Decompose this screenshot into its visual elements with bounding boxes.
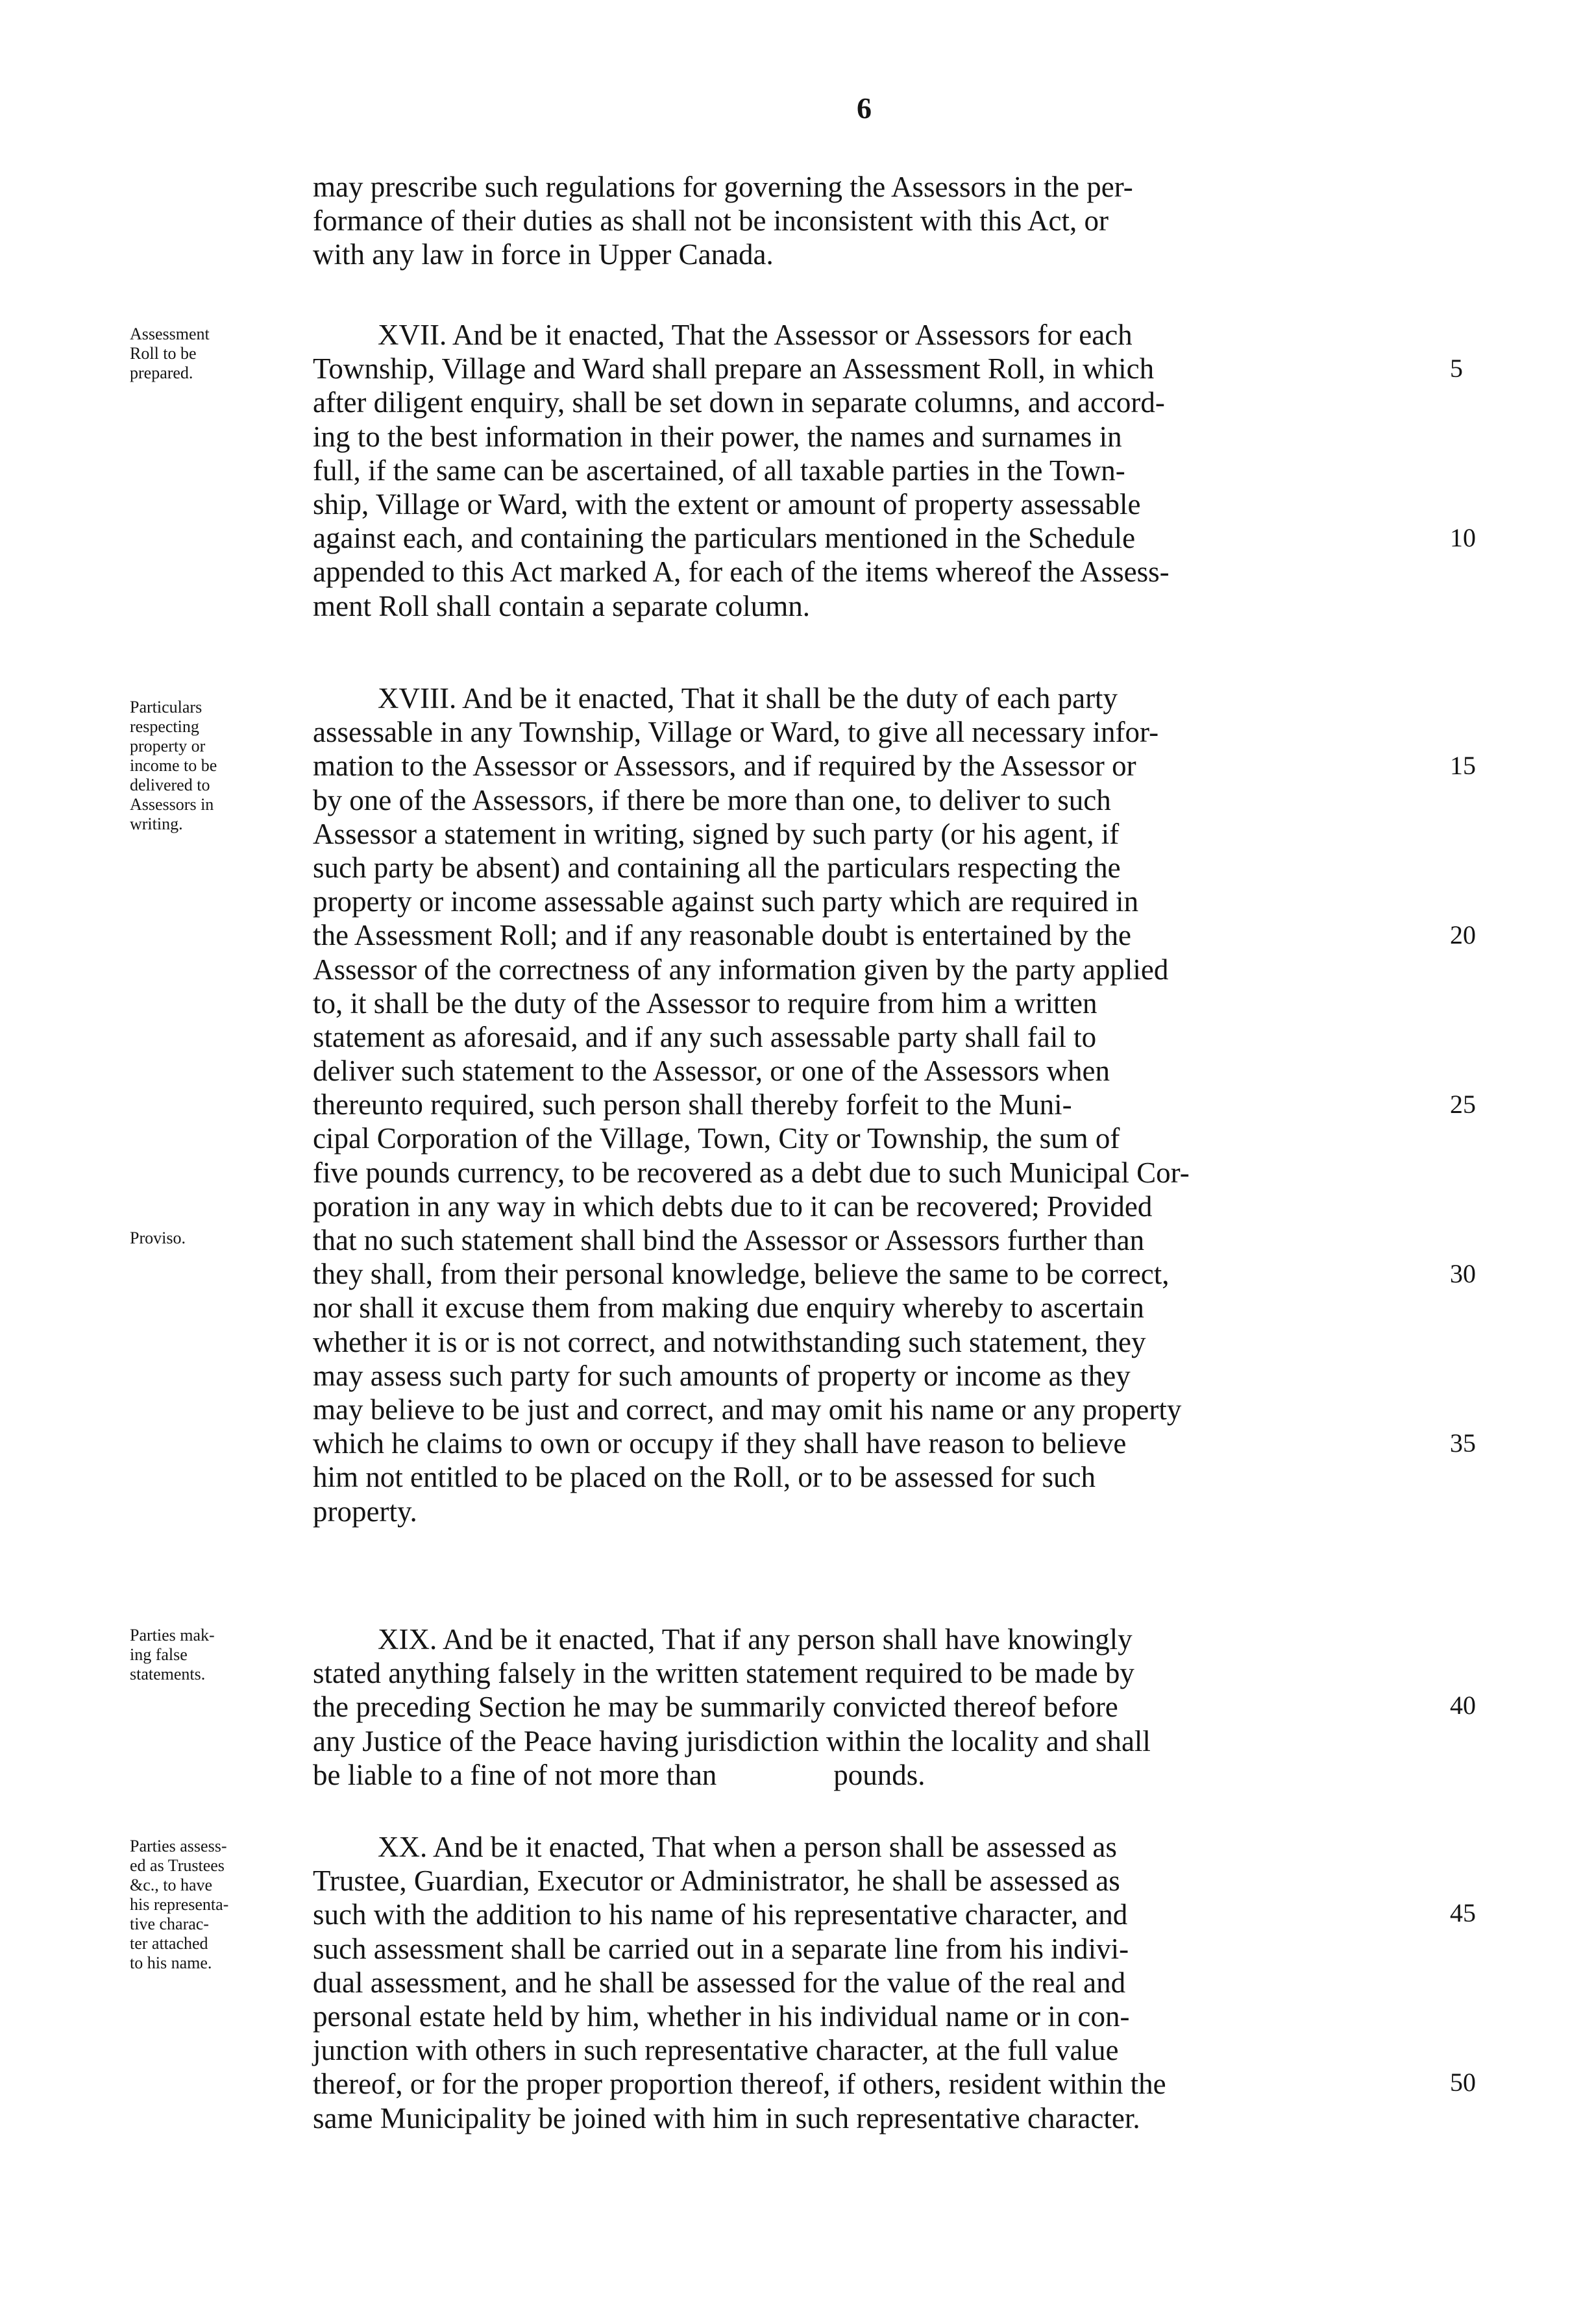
sidenote-assessment-roll: Assessment Roll to be prepared. — [130, 324, 210, 382]
text-line: property or income assessable against such party which are required in — [313, 885, 1139, 918]
text-line: against each, and containing the particulars mentioned in the Schedule — [313, 522, 1136, 555]
sidenote-trustees: Parties assess- ed as Trustees &c., to have his representa- tive charac- ter attached to his name. — [130, 1837, 229, 1972]
line-number: 15 — [1450, 751, 1476, 780]
line-number: 5 — [1450, 354, 1463, 383]
text-line: property. — [313, 1495, 417, 1528]
text-line: which he claims to own or occupy if they shall have reason to believe — [313, 1427, 1127, 1460]
text-line: with any law in force in Upper Canada. — [313, 238, 774, 271]
line-number: 10 — [1450, 523, 1476, 552]
fine-text-start: be liable to a fine of not more than — [313, 1758, 717, 1791]
text-line: may prescribe such regulations for governing the Assessors in the per- — [313, 171, 1133, 203]
text-line: statement as aforesaid, and if any such assessable party shall fail to — [313, 1020, 1097, 1053]
line-number: 50 — [1450, 2068, 1476, 2097]
text-line: formance of their duties as shall not be inconsistent with this Act, or — [313, 204, 1109, 238]
text-line: whether it is or is not correct, and notwithstanding such statement, they — [313, 1325, 1146, 1358]
text-line: the Assessment Roll; and if any reasonable doubt is entertained by the — [313, 919, 1131, 952]
text-line: may believe to be just and correct, and may omit his name or any property — [313, 1393, 1182, 1426]
text-line: appended to this Act marked A, for each of the items whereof the Assess- — [313, 556, 1170, 589]
text-line: by one of the Assessors, if there be more than one, to deliver to such — [313, 783, 1111, 816]
text-line: may assess such party for such amounts of property or income as they — [313, 1359, 1131, 1392]
sidenote-false-statements: Parties mak- ing false statements. — [130, 1626, 215, 1683]
line-number: 25 — [1450, 1090, 1476, 1119]
text-line: ship, Village or Ward, with the extent or amount of property assessable — [313, 487, 1141, 520]
section-xx — [313, 1830, 1442, 2135]
text-line: Trustee, Guardian, Executor or Administrator, he shall be assessed as — [313, 1865, 1120, 1898]
text-line: mation to the Assessor or Assessors, and if required by the Assessor or — [313, 750, 1136, 783]
intro-paragraph — [313, 170, 1442, 272]
text-line: stated anything falsely in the written statement required to be made by — [313, 1657, 1134, 1690]
line-number: 35 — [1450, 1428, 1476, 1458]
text-line: that no such statement shall bind the Assessor or Assessors further than — [313, 1224, 1145, 1256]
text-line: Assessor of the correctness of any information given by the party applied — [313, 953, 1169, 986]
text-line: any Justice of the Peace having jurisdiction within the locality and shall — [313, 1724, 1151, 1757]
text-line: dual assessment, and he shall be assessed for the value of the real and — [313, 1966, 1126, 1999]
section-heading-line: XIX. And be it enacted, That if any person shall have knowingly — [378, 1623, 1133, 1656]
text-line: such assessment shall be carried out in a separate line from his indivi- — [313, 1932, 1129, 1965]
text-line: cipal Corporation of the Village, Town, City or Township, the sum of — [313, 1122, 1120, 1155]
text-line: him not entitled to be placed on the Roll, or to be assessed for such — [313, 1461, 1096, 1494]
fine-text-end: pounds. — [833, 1758, 925, 1791]
text-line-with-blank — [313, 1758, 1442, 1792]
text-line: ment Roll shall contain a separate column. — [313, 589, 811, 622]
text-line: the preceding Section he may be summarily convicted thereof before — [313, 1691, 1118, 1724]
text-line: personal estate held by him, whether in his individual name or in con- — [313, 2000, 1130, 2033]
sidenote-proviso: Proviso. — [130, 1229, 186, 1247]
text-line: thereof, or for the proper proportion thereof, if others, resident within the — [313, 2068, 1166, 2101]
line-number: 40 — [1450, 1691, 1476, 1720]
section-xvii — [313, 318, 1442, 623]
section-heading-line: XX. And be it enacted, That when a person shall be assessed as — [378, 1831, 1117, 1863]
text-line: junction with others in such representative character, at the full value — [313, 2034, 1119, 2067]
text-line: nor shall it excuse them from making due enquiry whereby to ascertain — [313, 1291, 1144, 1325]
text-line: deliver such statement to the Assessor, or one of the Assessors when — [313, 1055, 1110, 1088]
section-xviii — [313, 681, 1442, 1528]
text-line: after diligent enquiry, shall be set down in separate columns, and accord- — [313, 386, 1165, 419]
text-line: assessable in any Township, Village or Ward, to give all necessary infor- — [313, 716, 1159, 749]
line-number: 45 — [1450, 1898, 1476, 1927]
text-line: Township, Village and Ward shall prepare an Assessment Roll, in which — [313, 352, 1155, 385]
section-heading-line: XVIII. And be it enacted, That it shall be the duty of each party — [378, 682, 1118, 715]
text-line: five pounds currency, to be recovered as a debt due to such Municipal Cor- — [313, 1156, 1190, 1189]
text-line: Assessor a statement in writing, signed by such party (or his agent, if — [313, 817, 1120, 850]
section-xix — [313, 1622, 1442, 1792]
text-line: to, it shall be the duty of the Assessor to require from him a written — [313, 986, 1097, 1020]
line-number: 20 — [1450, 920, 1476, 949]
text-line: same Municipality be joined with him in such representative character. — [313, 2101, 1140, 2134]
text-line: full, if the same can be ascertained, of all taxable parties in the Town- — [313, 454, 1125, 487]
text-line: they shall, from their personal knowledge, believe the same to be correct, — [313, 1258, 1170, 1291]
text-line: thereunto required, such person shall thereby forfeit to the Muni- — [313, 1088, 1072, 1121]
section-heading-line: XVII. And be it enacted, That the Assessor or Assessors for each — [378, 319, 1133, 351]
page-number: 6 — [857, 92, 872, 125]
text-line: such with the addition to his name of his representative character, and — [313, 1898, 1128, 1931]
line-number: 30 — [1450, 1259, 1476, 1288]
sidenote-particulars: Particulars respecting property or income to be delivered to Assessors in writing. — [130, 698, 217, 833]
text-line: ing to the best information in their power, the names and surnames in — [313, 420, 1122, 453]
text-line: poration in any way in which debts due to it can be recovered; Provided — [313, 1190, 1153, 1223]
text-line: such party be absent) and containing all the particulars respecting the — [313, 851, 1121, 884]
